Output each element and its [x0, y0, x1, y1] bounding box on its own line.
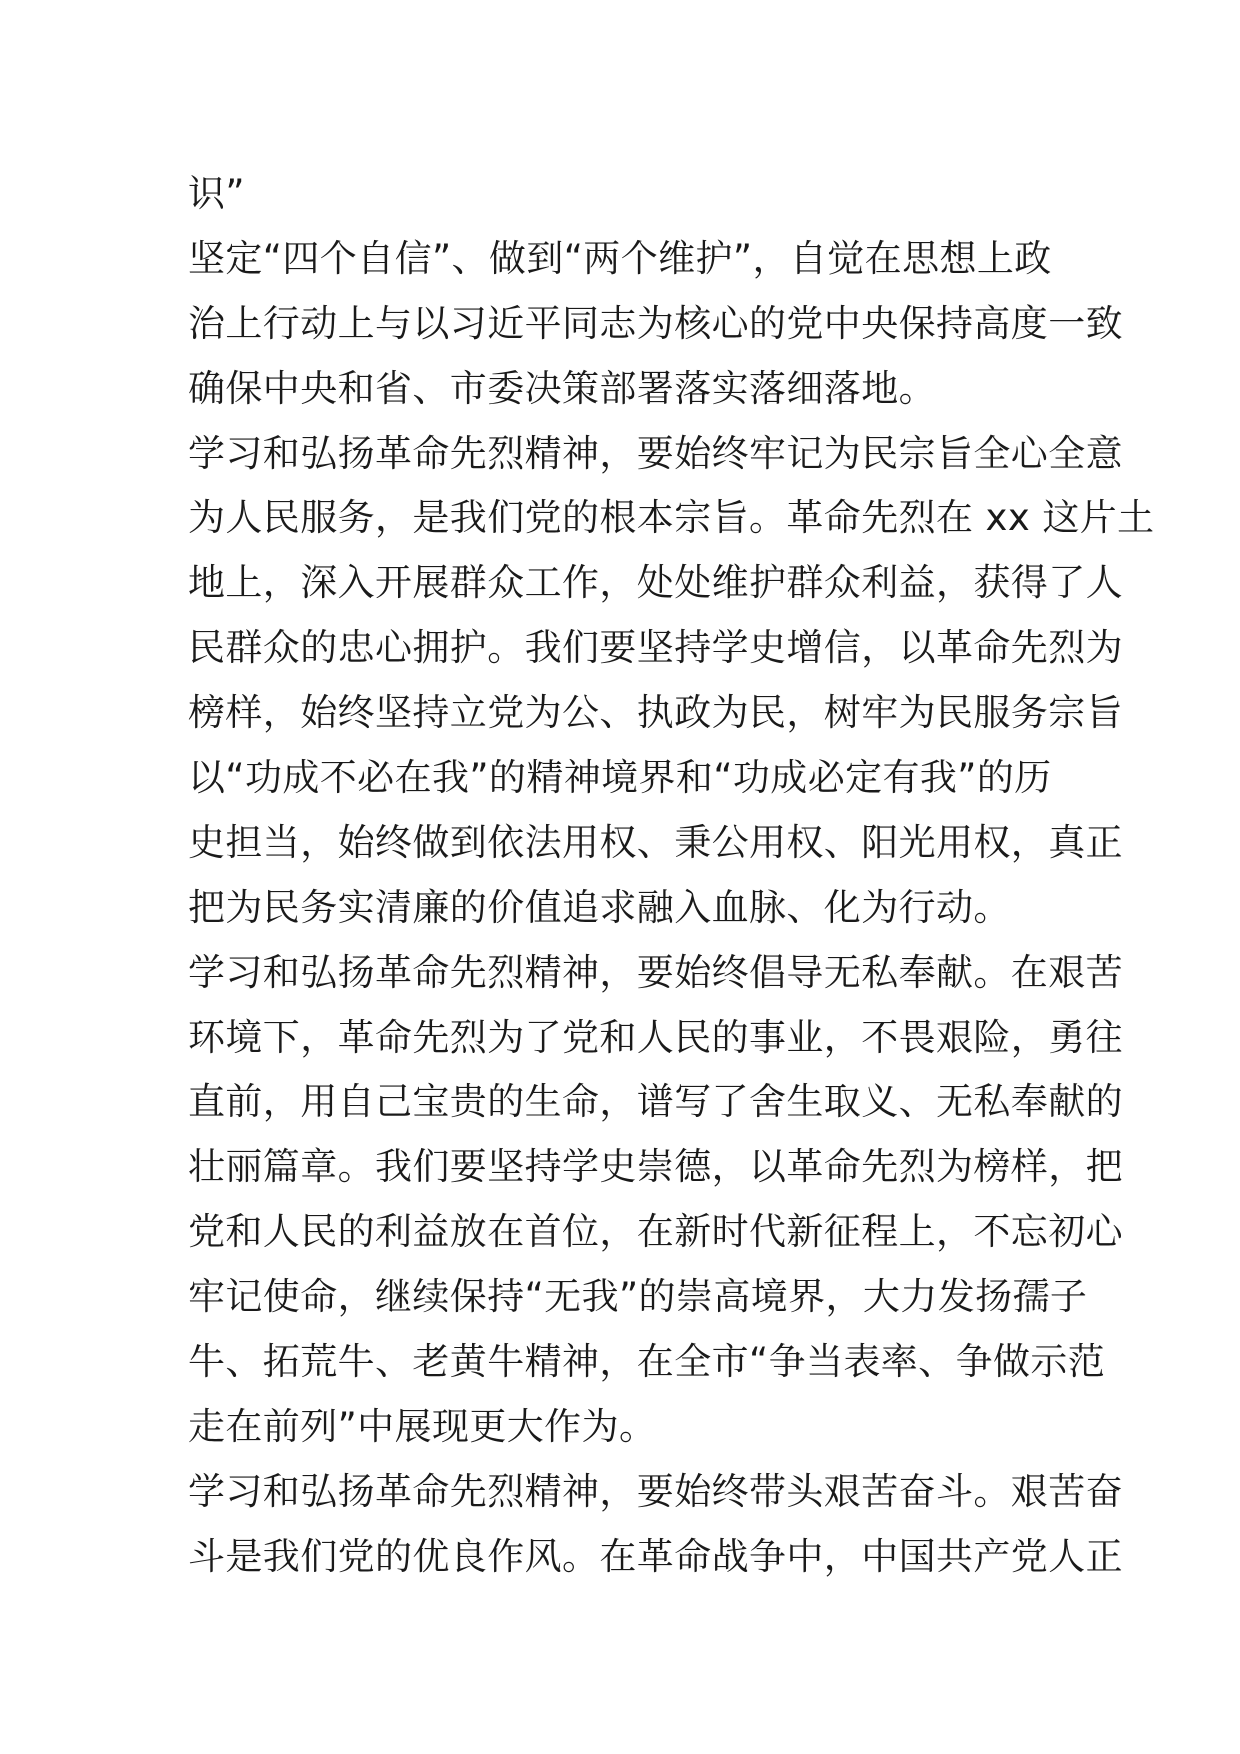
text-line: 史担当，始终做到依法用权、秉公用权、阳光用权，真正 [188, 820, 1123, 864]
text-line: 为人民服务，是我们党的根本宗旨。革命先烈在 xx 这片土 [188, 496, 1155, 540]
text-line: 党和人民的利益放在首位，在新时代新征程上，不忘初心 [188, 1210, 1123, 1254]
text-line: 牢记使命，继续保持“无我”的崇高境界，大力发扬孺子 [188, 1275, 1088, 1319]
text-line: 治上行动上与以习近平同志为核心的党中央保持高度一致 [188, 301, 1123, 345]
text-line: 学习和弘扬革命先烈精神，要始终牢记为民宗旨全心全意 [188, 431, 1123, 475]
text-line: 把为民务实清廉的价值追求融入血脉、化为行动。 [188, 885, 1011, 929]
text-line: 斗是我们党的优良作风。在革命战争中，中国共产党人正 [188, 1534, 1123, 1578]
text-line: 识” [188, 172, 245, 215]
text-line: 地上，深入开展群众工作，处处维护群众利益，获得了人 [188, 561, 1123, 605]
text-line: 壮丽篇章。我们要坚持学史崇德，以革命先烈为榜样，把 [188, 1145, 1123, 1189]
text-line: 牛、拓荒牛、老黄牛精神，在全市“争当表率、争做示范 [188, 1340, 1106, 1384]
text-line: 确保中央和省、市委决策部署落实落细落地。 [188, 366, 936, 410]
text-line: 直前，用自己宝贵的生命，谱写了舍生取义、无私奉献的 [188, 1080, 1123, 1124]
text-line: 学习和弘扬革命先烈精神，要始终倡导无私奉献。在艰苦 [188, 950, 1123, 994]
text-line: 民群众的忠心拥护。我们要坚持学史增信，以革命先烈为 [188, 626, 1123, 670]
text-line: 榜样，始终坚持立党为公、执政为民，树牢为民服务宗旨 [188, 691, 1123, 735]
text-line: 以“功成不必在我”的精神境界和“功成必定有我”的历 [188, 756, 1052, 800]
text-line: 环境下，革命先烈为了党和人民的事业，不畏艰险，勇往 [188, 1015, 1123, 1059]
document-body [188, 162, 1155, 1590]
text-line: 走在前列”中展现更大作为。 [188, 1404, 657, 1448]
text-line: 学习和弘扬革命先烈精神，要始终带头艰苦奋斗。艰苦奋 [188, 1469, 1123, 1513]
text-line: 坚定“四个自信”、做到“两个维护”，自觉在思想上政 [188, 236, 1052, 280]
